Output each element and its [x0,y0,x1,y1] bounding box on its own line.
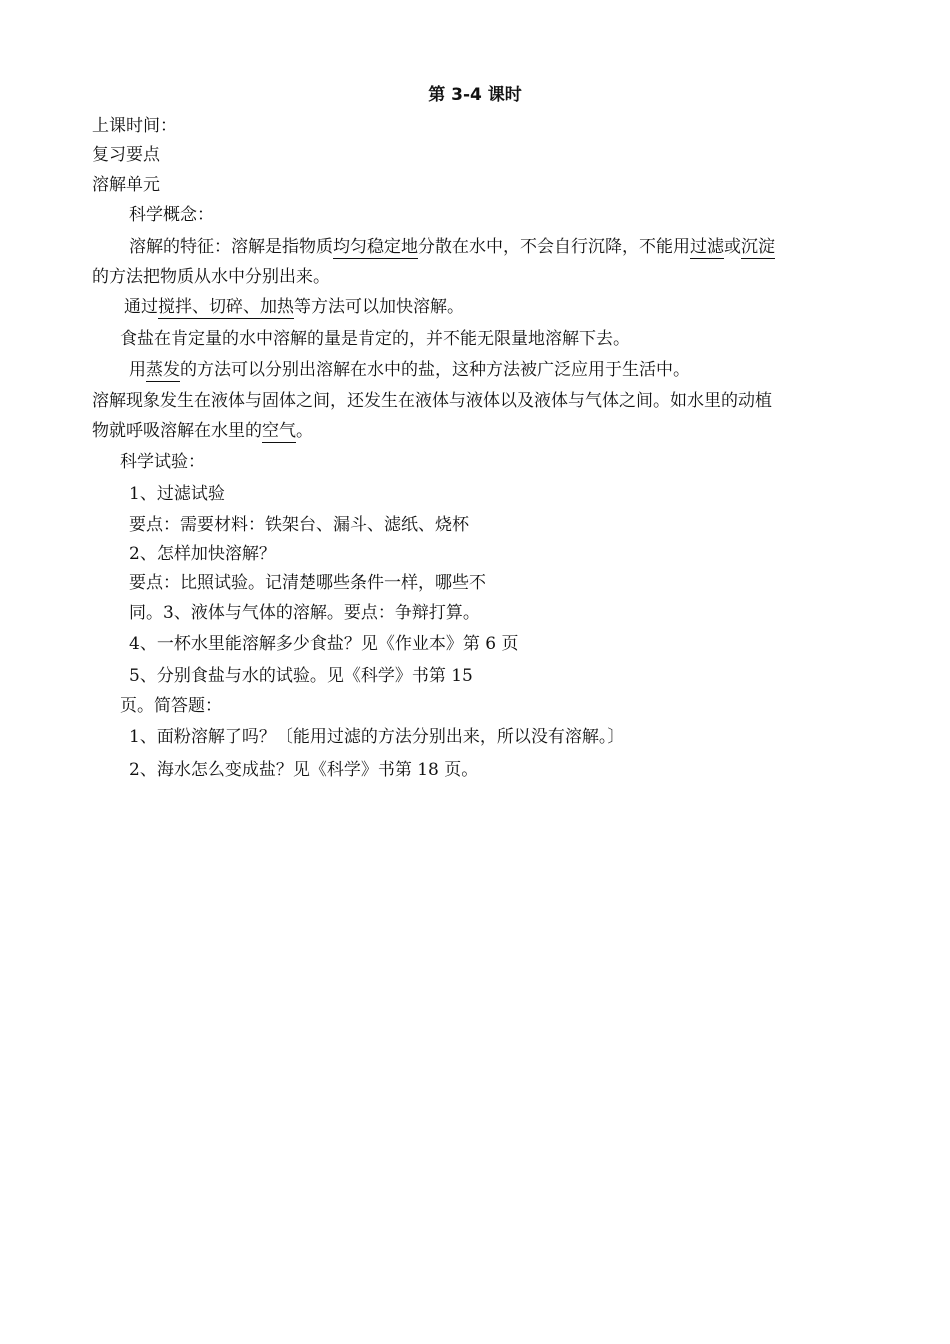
experiment-item-2-points: 要点：比照试验。记清楚哪些条件一样，哪些不 [129,573,486,593]
text-segment: 等方法可以加快溶解。 [294,297,464,317]
experiment-item-5: 5、分别食盐与水的试验。见《科学》书第 15 [129,666,473,686]
underlined-term: 空气 [262,421,296,441]
paragraph-evaporation [129,359,690,381]
short-answer-heading: 页。简答题： [120,696,222,716]
class-time-label: 上课时间： [92,116,177,136]
text-segment: 或 [724,237,741,257]
unit-heading: 溶解单元 [92,175,160,195]
paragraph-continuation: 的方法把物质从水中分别出来。 [92,267,330,287]
paragraph-dissolving-feature [129,236,775,258]
science-concepts-heading: 科学概念： [129,205,214,225]
underlined-term: 搅拌、切碎、加热 [158,297,294,317]
paragraph-speed-up [124,296,464,318]
experiment-item-1-points: 要点：需要材料：铁架台、漏斗、滤纸、烧杯 [129,515,469,535]
text-segment: 。 [296,421,313,441]
text-segment: 物就呼吸溶解在水里的 [92,421,262,441]
text-segment: 溶解的特征：溶解是指物质 [129,237,333,257]
experiment-item-4: 4、一杯水里能溶解多少食盐？见《作业本》第 6 页 [129,634,519,654]
short-answer-1: 1、面粉溶解了吗？〔能用过滤的方法分别出来，所以没有溶解。〕 [129,727,625,747]
underlined-term: 蒸发 [146,360,180,380]
short-answer-2: 2、海水怎么变成盐？见《科学》书第 18 页。 [129,760,479,780]
text-segment: 用 [129,360,146,380]
text-segment: 的方法可以分别出溶解在水中的盐，这种方法被广泛应用于生活中。 [180,360,690,380]
experiment-item-2: 2、怎样加快溶解？ [129,544,276,564]
experiment-item-3: 同。3、液体与气体的溶解。要点：争辩打算。 [129,603,480,623]
experiment-item-1: 1、过滤试验 [129,484,225,504]
science-experiments-heading: 科学试验： [120,452,205,472]
underlined-term: 均匀稳定地 [333,237,418,257]
paragraph-phenomenon-continuation [92,420,313,442]
underlined-term: 沉淀 [741,237,775,257]
paragraph-salt-limit: 食盐在肯定量的水中溶解的量是肯定的，并不能无限量地溶解下去。 [120,329,630,349]
paragraph-phenomenon: 溶解现象发生在液体与固体之间，还发生在液体与液体以及液体与气体之间。如水里的动植 [92,391,772,411]
underlined-term: 过滤 [690,237,724,257]
text-segment: 分散在水中，不会自行沉降，不能用 [418,237,690,257]
text-segment: 通过 [124,297,158,317]
lesson-title: 第 3-4 课时 [428,85,522,105]
review-points-heading: 复习要点 [92,145,160,165]
